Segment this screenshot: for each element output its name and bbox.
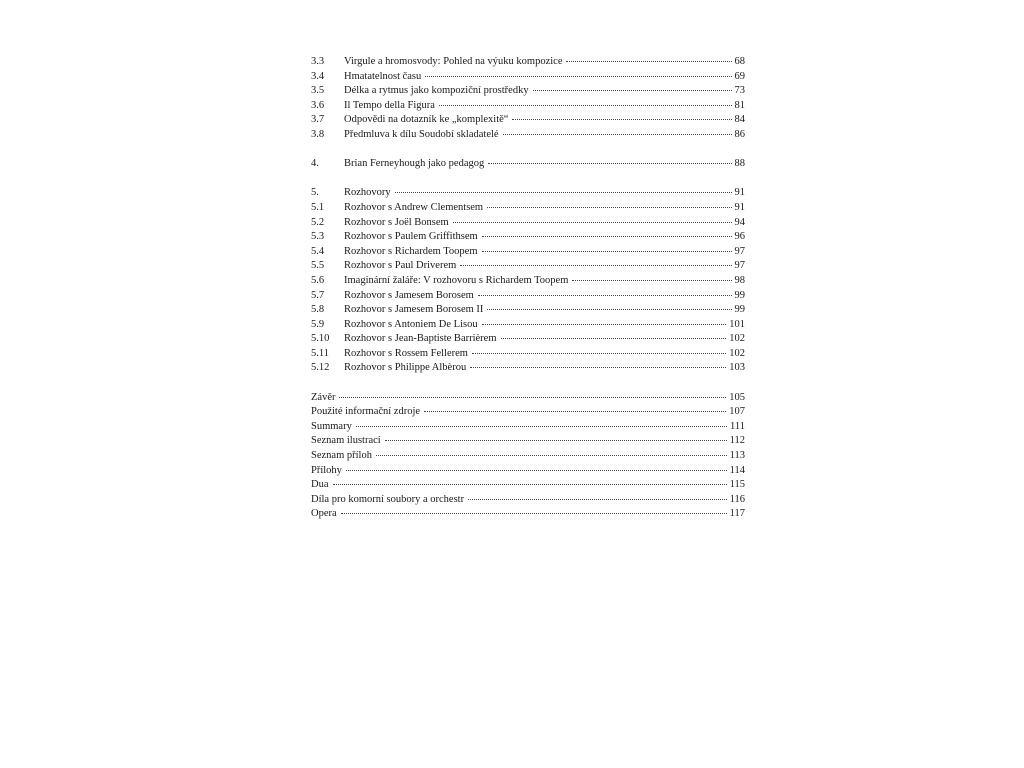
toc-entry	[311, 507, 745, 522]
entry-title: Rozhovor s Antoniem De Lisou	[344, 318, 478, 330]
dot-leader	[424, 411, 726, 412]
toc-entry	[311, 274, 745, 289]
toc-spacer	[311, 376, 745, 391]
entry-page: 99	[734, 304, 745, 316]
entry-title: Závěr	[311, 391, 336, 403]
entry-number: 5.7	[311, 289, 325, 301]
entry-page: 99	[734, 289, 745, 301]
entry-page: 102	[729, 347, 745, 359]
dot-leader	[482, 324, 727, 325]
toc-section-4	[311, 157, 745, 172]
toc-entry	[311, 391, 745, 406]
entry-title: Rozhovor s Philippe Albèrou	[344, 362, 467, 374]
entry-page: 97	[734, 245, 745, 257]
dot-leader	[346, 470, 727, 471]
toc-entry	[311, 405, 745, 420]
dot-leader	[425, 76, 731, 77]
entry-page: 96	[734, 231, 745, 243]
dot-leader	[470, 367, 726, 368]
dot-leader	[487, 207, 731, 208]
dot-leader	[533, 90, 732, 91]
entry-title: Brian Ferneyhough jako pedagog	[344, 158, 485, 170]
toc-entry	[311, 84, 745, 99]
toc-back-matter	[311, 391, 745, 522]
dot-leader	[376, 455, 727, 456]
toc-entry	[311, 464, 745, 479]
entry-title: Použité informační zdroje	[311, 406, 421, 418]
entry-page: 69	[734, 70, 745, 82]
entry-page: 73	[734, 85, 745, 97]
entry-title: Přílohy	[311, 464, 342, 476]
toc-entry	[311, 70, 745, 85]
entry-title: Seznam příloh	[311, 450, 372, 462]
entry-number: 3.8	[311, 128, 325, 140]
dot-leader	[356, 426, 727, 427]
toc-entry	[311, 332, 745, 347]
entry-title: Rozhovory	[344, 187, 391, 199]
toc-entry	[311, 361, 745, 376]
toc-entry	[311, 245, 745, 260]
entry-number: 5.5	[311, 260, 325, 272]
dot-leader	[333, 484, 727, 485]
toc-entry	[311, 347, 745, 362]
entry-page: 107	[729, 406, 745, 418]
entry-page: 94	[734, 216, 745, 228]
dot-leader	[478, 295, 732, 296]
entry-page: 91	[734, 187, 745, 199]
dot-leader	[482, 236, 732, 237]
dot-leader	[395, 192, 732, 193]
entry-page: 105	[729, 391, 745, 403]
entry-page: 101	[729, 318, 745, 330]
toc-spacer	[311, 172, 745, 187]
entry-page: 102	[729, 333, 745, 345]
entry-number: 5.9	[311, 318, 325, 330]
entry-page: 115	[729, 479, 745, 491]
dot-leader	[482, 251, 732, 252]
entry-title: Předmluva k dílu Soudobí skladatelé	[344, 128, 499, 140]
entry-number: 5.8	[311, 304, 325, 316]
dot-leader	[439, 105, 732, 106]
entry-title: Imaginární žaláře: V rozhovoru s Richardem Toopem	[344, 274, 569, 286]
dot-leader	[572, 280, 731, 281]
entry-number: 5.2	[311, 216, 325, 228]
dot-leader	[512, 119, 731, 120]
entry-title: Il Tempo della Figura	[344, 99, 435, 111]
toc-entry	[311, 55, 745, 70]
toc-entry	[311, 201, 745, 216]
entry-number: 5.12	[311, 362, 330, 374]
entry-number: 3.7	[311, 114, 325, 126]
dot-leader	[341, 513, 727, 514]
toc-entry	[311, 434, 745, 449]
toc-entry	[311, 493, 745, 508]
entry-page: 116	[729, 493, 745, 505]
entry-title: Rozhovor s Andrew Clementsem	[344, 201, 484, 213]
entry-page: 103	[729, 362, 745, 374]
entry-page: 97	[734, 260, 745, 272]
entry-title: Rozhovor s Jamesem Borosem	[344, 289, 474, 301]
dot-leader	[488, 163, 731, 164]
entry-title: Rozhovor s Joël Bonsem	[344, 216, 449, 228]
entry-number: 5.4	[311, 245, 325, 257]
toc-spacer	[311, 143, 745, 158]
entry-page: 112	[729, 435, 745, 447]
toc-entry	[311, 99, 745, 114]
dot-leader	[487, 309, 731, 310]
toc-entry	[311, 186, 745, 201]
entry-title: Summary	[311, 420, 352, 432]
toc-entry	[311, 259, 745, 274]
entry-title: Opera	[311, 508, 337, 520]
dot-leader	[566, 61, 731, 62]
toc-entry	[311, 420, 745, 435]
dot-leader	[339, 397, 726, 398]
toc-entry	[311, 216, 745, 231]
entry-number: 5.11	[311, 347, 329, 359]
toc-entry	[311, 157, 745, 172]
entry-title: Rozhovor s Paulem Griffithsem	[344, 231, 478, 243]
entry-number: 5.6	[311, 274, 325, 286]
entry-title: Dua	[311, 479, 329, 491]
toc-section-5	[311, 186, 745, 376]
dot-leader	[460, 265, 731, 266]
toc-entry	[311, 303, 745, 318]
dot-leader	[468, 499, 727, 500]
entry-title: Rozhovor s Paul Driverem	[344, 260, 457, 272]
toc-entry	[311, 478, 745, 493]
entry-number: 5.3	[311, 231, 325, 243]
entry-page: 81	[734, 99, 745, 111]
toc-entry	[311, 318, 745, 333]
dot-leader	[472, 353, 726, 354]
entry-title: Odpovědi na dotazník ke „komplexitě“	[344, 114, 509, 126]
entry-page: 84	[734, 114, 745, 126]
dot-leader	[385, 440, 727, 441]
table-of-contents	[311, 55, 745, 522]
entry-number: 5.	[311, 187, 319, 199]
entry-title: Seznam ilustrací	[311, 435, 381, 447]
entry-title: Délka a rytmus jako kompoziční prostředky	[344, 85, 529, 97]
toc-section-3	[311, 55, 745, 143]
entry-title: Rozhovor s Jean-Baptiste Barrièrem	[344, 333, 497, 345]
entry-page: 98	[734, 274, 745, 286]
entry-page: 91	[734, 201, 745, 213]
toc-entry	[311, 128, 745, 143]
toc-entry	[311, 449, 745, 464]
entry-number: 3.6	[311, 99, 325, 111]
toc-entry	[311, 113, 745, 128]
entry-number: 5.1	[311, 201, 325, 213]
entry-page: 114	[729, 464, 745, 476]
entry-title: Virgule a hromosvody: Pohled na výuku kompozice	[344, 56, 563, 67]
entry-number: 3.5	[311, 85, 325, 97]
entry-page: 117	[729, 508, 745, 520]
entry-page: 68	[734, 56, 745, 67]
entry-title: Rozhovor s Rossem Fellerem	[344, 347, 468, 359]
entry-page: 111	[730, 420, 745, 432]
entry-number: 4.	[311, 158, 319, 170]
entry-page: 86	[734, 128, 745, 140]
dot-leader	[503, 134, 732, 135]
toc-entry	[311, 289, 745, 304]
entry-title: Rozhovor s Jamesem Borosem II	[344, 304, 484, 316]
entry-number: 3.3	[311, 56, 325, 67]
dot-leader	[453, 222, 732, 223]
entry-page: 88	[734, 158, 745, 170]
dot-leader	[501, 338, 727, 339]
entry-title: Díla pro komorní soubory a orchestr	[311, 493, 465, 505]
entry-number: 5.10	[311, 333, 330, 345]
entry-number: 3.4	[311, 70, 325, 82]
toc-entry	[311, 230, 745, 245]
entry-page: 113	[729, 450, 745, 462]
entry-title: Hmatatelnost času	[344, 70, 422, 82]
entry-title: Rozhovor s Richardem Toopem	[344, 245, 478, 257]
